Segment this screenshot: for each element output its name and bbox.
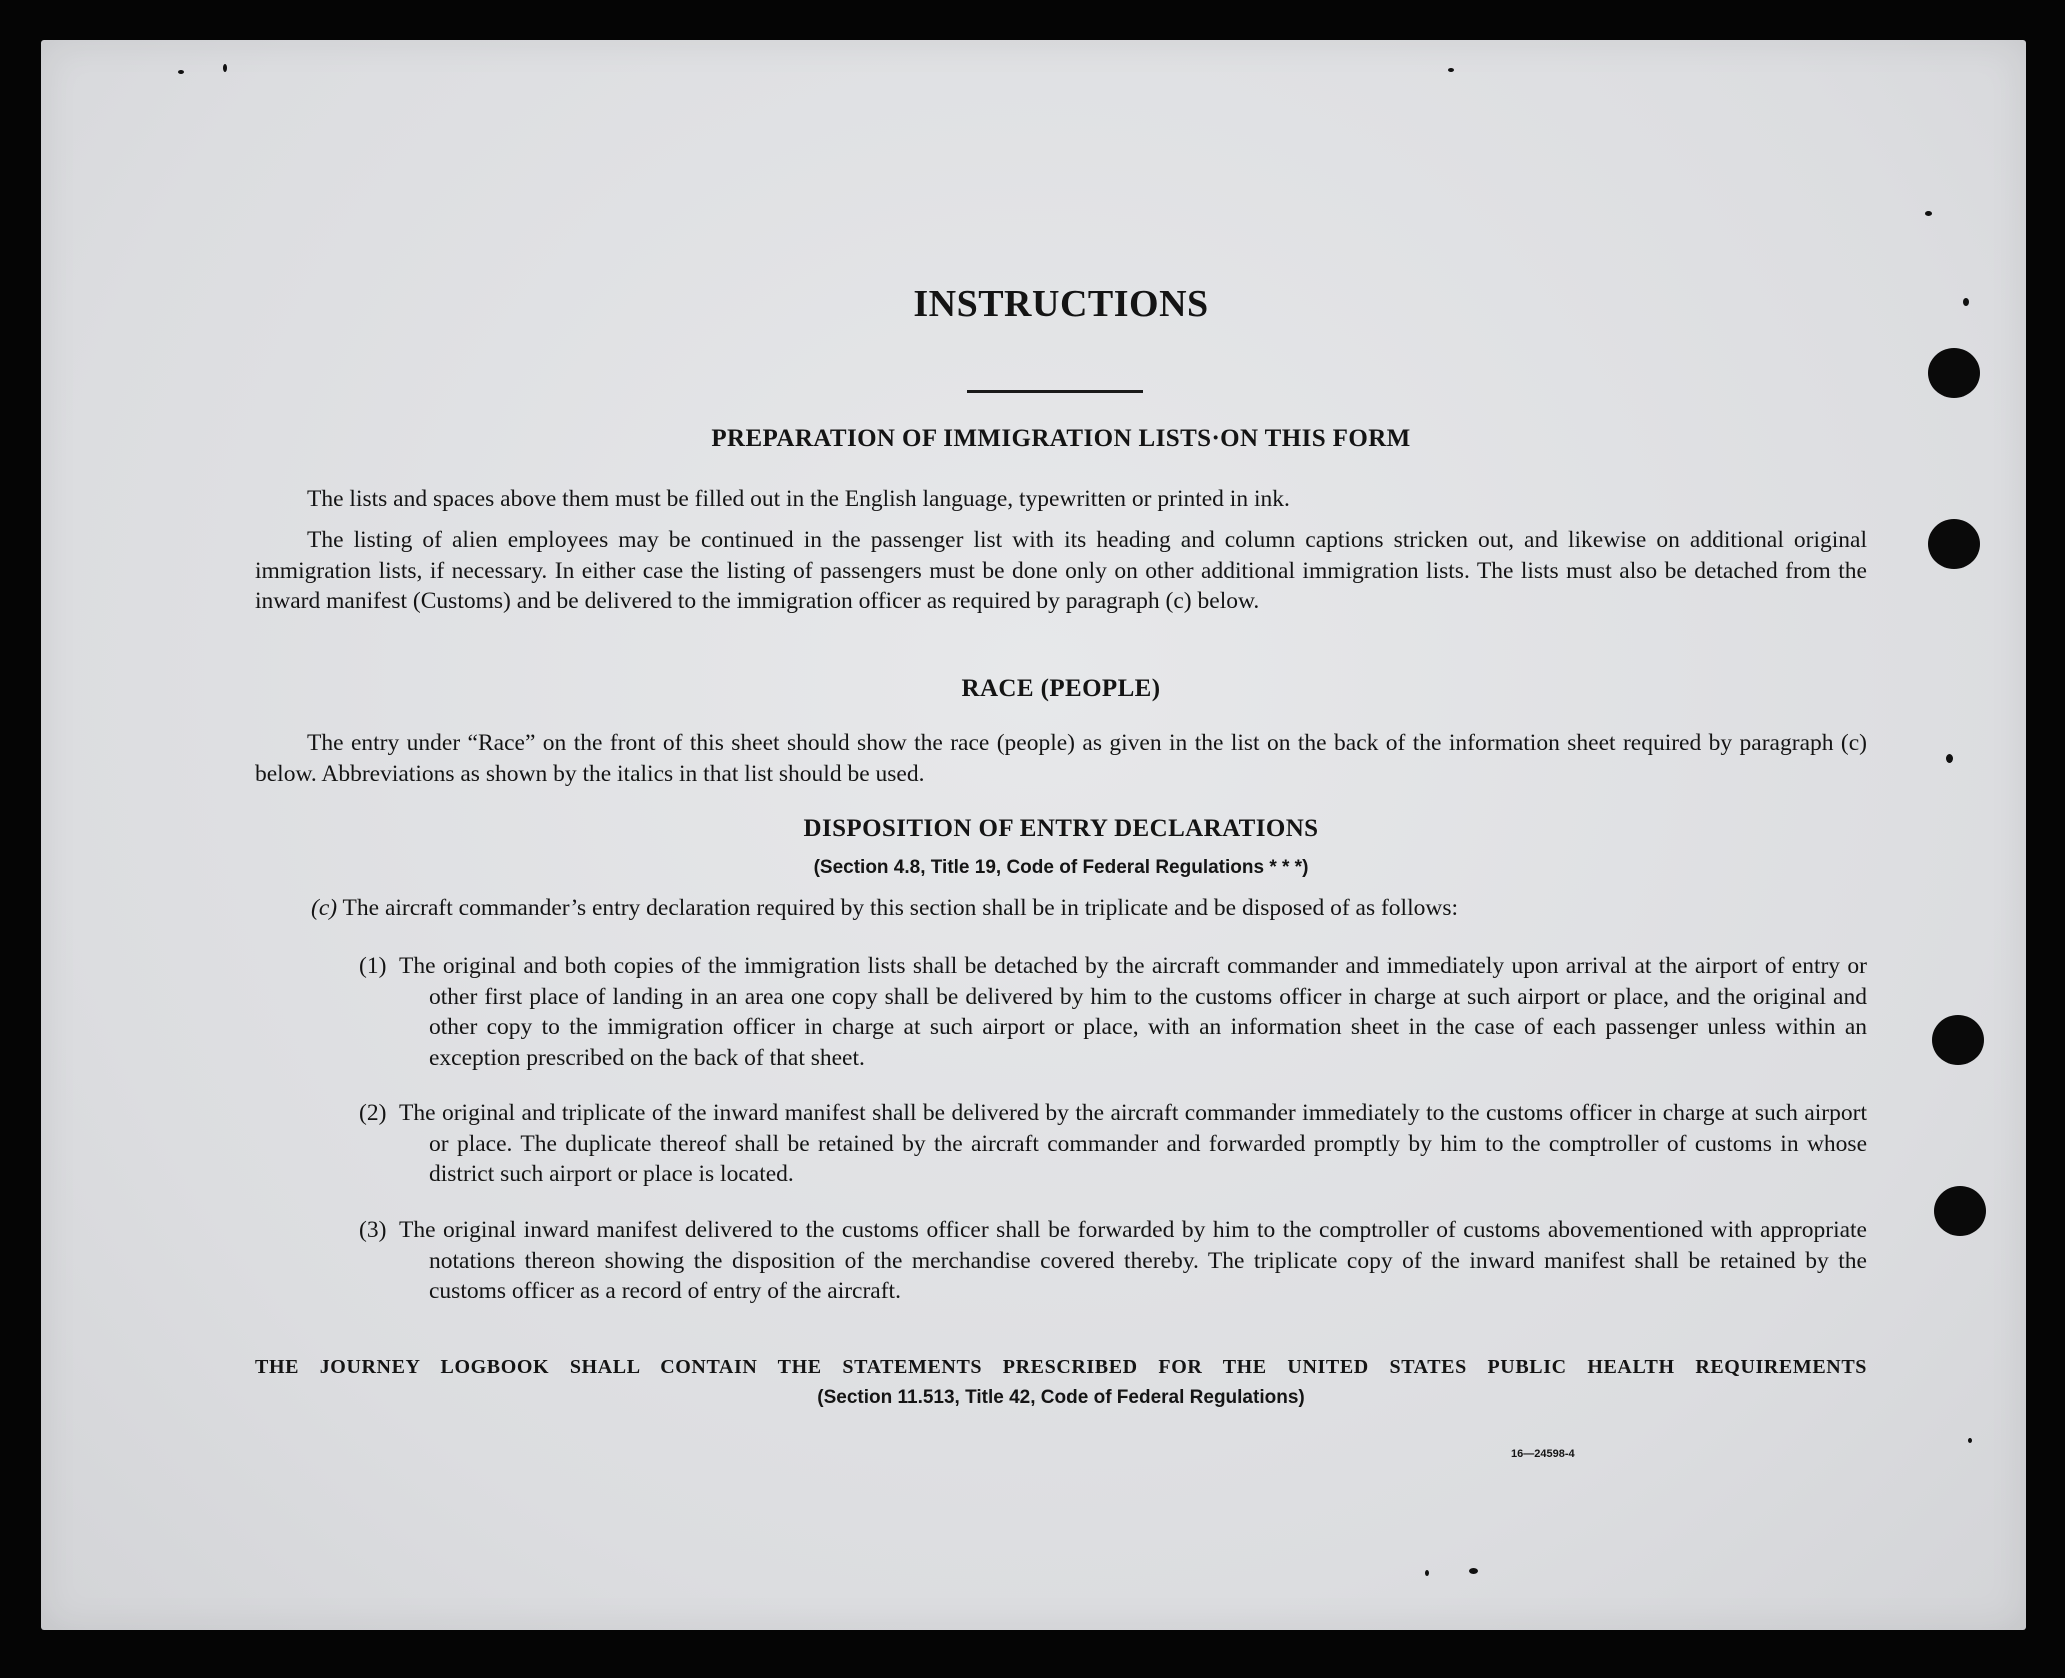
form-number: 16—24598-4 <box>1511 1448 1575 1460</box>
footer-health-requirements: THE JOURNEY LOGBOOK SHALL CONTAIN THE STATEMENTS PRESCRIBED FOR THE UNITED STATES PUBLIC HEALTH REQUIREMENTS <box>255 1356 1867 1378</box>
title-underline <box>967 390 1143 393</box>
scan-speck <box>178 70 184 74</box>
scan-speck <box>1968 1438 1972 1443</box>
list-item-number: (1) <box>359 953 387 979</box>
list-item-text: The original and triplicate of the inward manifest shall be delivered by the aircraft commander immediately to the customs officer in charge at such airport or place. The duplicate thereof shall be retained by the aircraft commander and forwarded promptly by him to the comptroller of customs in whose district such airport or place is located. <box>399 1100 1867 1187</box>
list-item-text: The original and both copies of the immigration lists shall be detached by the aircraft commander and immediately upon arrival at the airport of entry or other first place of landing in an area one copy shall be delivered by him to the customs officer in charge at such airport or place, and the original and other copy to the immigration officer in charge at such airport or place, with an information sheet in the case of each passenger unless within an exception prescribed on the back of that sheet. <box>399 953 1867 1071</box>
punch-hole <box>1934 1186 1986 1236</box>
list-item-number: (2) <box>359 1100 387 1126</box>
footer-regulation-citation: (Section 11.513, Title 42, Code of Federal Regulations) <box>817 1387 1305 1408</box>
paragraph-race-entry <box>255 728 1867 789</box>
paragraph-c-text: The aircraft commander’s entry declaration required by this section shall be in triplicate and be disposed of as follows: <box>342 895 1459 921</box>
scan-speck <box>1963 298 1969 306</box>
punch-hole <box>1932 1015 1984 1065</box>
paragraph-c-intro <box>311 893 1871 924</box>
paragraph-text: The listing of alien employees may be continued in the passenger list with its heading and column captions stricken out, and likewise on additional original immigration lists, if necessary. In either case the listing of passengers must be done only on other additional immigration lists. The lists must also be detached from the inward manifest (Customs) and be delivered to the immigration officer as required by paragraph (c) below. <box>255 527 1867 614</box>
list-item-2 <box>359 1098 1867 1190</box>
section-heading-preparation: PREPARATION OF IMMIGRATION LISTS·ON THIS FORM <box>711 425 1411 452</box>
section-heading-disposition: DISPOSITION OF ENTRY DECLARATIONS <box>803 815 1319 842</box>
punch-hole <box>1928 348 1980 398</box>
scan-speck <box>1448 68 1454 72</box>
punch-hole <box>1928 519 1980 569</box>
document-title: INSTRUCTIONS <box>913 283 1209 325</box>
list-item-3 <box>359 1215 1867 1307</box>
scan-speck <box>1469 1568 1478 1574</box>
list-item-number: (3) <box>359 1217 387 1243</box>
paragraph-english-language <box>255 484 1867 515</box>
scan-speck <box>1425 1570 1429 1576</box>
paragraph-c-label: (c) <box>311 895 338 921</box>
section-subheading-regulation: (Section 4.8, Title 19, Code of Federal Regulations * * *) <box>813 857 1309 878</box>
list-item-text: The original inward manifest delivered to the customs officer shall be forwarded by him to the comptroller of customs abovementioned with appropriate notations thereon showing the disposition of the merchandise covered thereby. The triplicate copy of the inward manifest shall be retained by the customs officer as a record of entry of the aircraft. <box>399 1217 1867 1304</box>
list-item-1 <box>359 951 1867 1073</box>
paragraph-text: The lists and spaces above them must be filled out in the English language, typewritten or printed in ink. <box>307 486 1290 512</box>
document-sheet <box>41 40 2026 1630</box>
scan-speck <box>1946 754 1953 763</box>
scan-speck <box>223 64 227 72</box>
paragraph-text: The entry under “Race” on the front of this sheet should show the race (people) as given in the list on the back of the information sheet required by paragraph (c) below. Abbreviations as shown by the italics in that list should be used. <box>255 730 1867 787</box>
scan-speck <box>1925 211 1932 216</box>
section-heading-race: RACE (PEOPLE) <box>961 675 1161 702</box>
paragraph-alien-employees <box>255 525 1867 617</box>
